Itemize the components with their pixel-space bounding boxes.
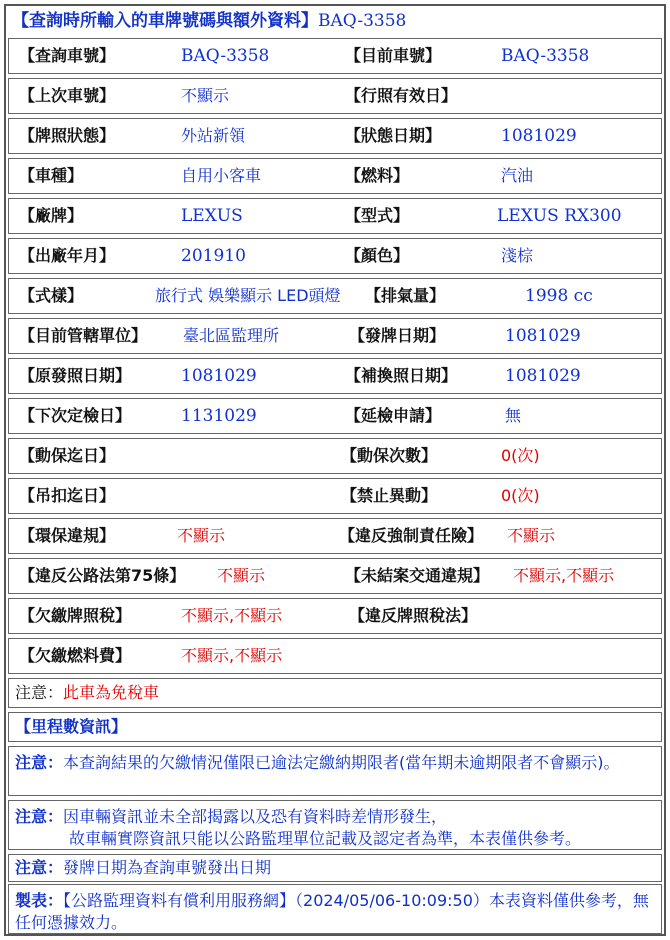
tax-notice-text: 此車為免稅車 bbox=[63, 683, 160, 702]
mileage-info-heading bbox=[8, 712, 662, 742]
row-environmental bbox=[8, 518, 662, 554]
label-reissue-license-date: 【補換照日期】 bbox=[345, 366, 458, 385]
label-transfer-prohibited: 【禁止異動】 bbox=[341, 486, 438, 505]
note-arrears-label: 注意： bbox=[15, 753, 64, 772]
note-arrears-text: 本查詢結果的欠繳情況僅限已逾法定繳納期限者(當年期未逾期限者不會顯示)。 bbox=[63, 753, 620, 772]
row-original-license-date bbox=[8, 358, 662, 394]
note-issue-date-text: 發牌日期為查詢車號發出日期 bbox=[63, 858, 272, 877]
row-next-inspection bbox=[8, 398, 662, 434]
row-manufacture-date bbox=[8, 238, 662, 274]
note-disclosure-label: 注意： bbox=[15, 807, 64, 826]
label-previous-plate: 【上次車號】 bbox=[19, 86, 116, 105]
value-body-style: 旅行式 娛樂顯示 LED頭燈 bbox=[155, 286, 341, 305]
label-body-style: 【式樣】 bbox=[19, 286, 84, 305]
label-jurisdiction: 【目前管轄單位】 bbox=[19, 326, 148, 345]
label-query-plate: 【查詢車號】 bbox=[19, 46, 116, 65]
row-previous-plate bbox=[8, 78, 662, 114]
label-displacement: 【排氣量】 bbox=[365, 286, 446, 305]
label-open-traffic-violations: 【未結案交通違規】 bbox=[345, 566, 490, 585]
value-unpaid-license-tax: 不顯示,不顯示 bbox=[181, 606, 283, 625]
row-plate-status bbox=[8, 118, 662, 154]
value-vehicle-type: 自用小客車 bbox=[181, 166, 262, 185]
report-title bbox=[6, 6, 664, 36]
row-license-tax bbox=[8, 598, 662, 634]
value-current-plate: BAQ-3358 bbox=[501, 46, 590, 66]
label-license-tax-violation: 【違反牌照稅法】 bbox=[349, 606, 478, 625]
value-next-inspection: 1131029 bbox=[181, 406, 257, 426]
label-brand: 【廠牌】 bbox=[19, 206, 84, 225]
label-license-valid-date: 【行照有效日】 bbox=[345, 86, 458, 105]
value-plate-status: 外站新領 bbox=[181, 126, 246, 145]
label-environmental-violation: 【環保違規】 bbox=[19, 526, 116, 545]
value-query-plate: BAQ-3358 bbox=[181, 46, 270, 66]
label-vehicle-type: 【車種】 bbox=[19, 166, 84, 185]
label-issue-date: 【發牌日期】 bbox=[349, 326, 446, 345]
value-compulsory-insurance: 不顯示 bbox=[507, 526, 556, 545]
row-jurisdiction bbox=[8, 318, 662, 354]
row-body-style bbox=[8, 278, 662, 314]
label-collateral-end-date: 【動保迄日】 bbox=[19, 446, 116, 465]
label-next-inspection: 【下次定檢日】 bbox=[19, 406, 132, 425]
label-unpaid-license-tax: 【欠繳牌照稅】 bbox=[19, 606, 132, 625]
label-color: 【顏色】 bbox=[345, 246, 410, 265]
row-fuel-fee bbox=[8, 638, 662, 674]
note-disclosure-line1: 因車輛資訊並未全部揭露以及恐有資料時差情形發生， bbox=[63, 807, 448, 826]
row-movable-collateral bbox=[8, 438, 662, 474]
mileage-label: 【里程數資訊】 bbox=[15, 717, 128, 736]
value-reissue-license-date: 1081029 bbox=[505, 366, 581, 386]
row-plate-number bbox=[8, 38, 662, 74]
value-fuel: 汽油 bbox=[501, 166, 534, 185]
value-highway-act-75: 不顯示 bbox=[217, 566, 266, 585]
row-vehicle-type bbox=[8, 158, 662, 194]
value-collateral-count: 0(次) bbox=[501, 446, 540, 465]
row-highway-act bbox=[8, 558, 662, 594]
label-current-plate: 【目前車號】 bbox=[345, 46, 442, 65]
label-manufacture-date: 【出廠年月】 bbox=[19, 246, 116, 265]
footer-label: 製表： bbox=[15, 891, 64, 910]
tax-exempt-notice bbox=[8, 678, 662, 708]
value-model: LEXUS RX300 bbox=[497, 206, 622, 226]
label-highway-act-75: 【違反公路法第75條】 bbox=[19, 566, 186, 585]
label-fuel: 【燃料】 bbox=[345, 166, 410, 185]
value-issue-date: 1081029 bbox=[505, 326, 581, 346]
report-footer bbox=[8, 884, 662, 934]
value-displacement: 1998 cc bbox=[525, 286, 593, 306]
label-status-date: 【狀態日期】 bbox=[345, 126, 442, 145]
title-label: 【查詢時所輸入的車牌號碼與額外資料】 bbox=[12, 11, 318, 31]
value-unpaid-fuel-fee: 不顯示,不顯示 bbox=[181, 646, 283, 665]
footer-text: 【公路監理資料有償利用服務網】（2024/05/06-10:09:50）本表資料僅供參考，無任何憑據效力。 bbox=[15, 891, 649, 932]
label-original-license-date: 【原發照日期】 bbox=[19, 366, 132, 385]
value-previous-plate: 不顯示 bbox=[181, 86, 230, 105]
label-compulsory-insurance: 【違反強制責任險】 bbox=[339, 526, 484, 545]
label-unpaid-fuel-fee: 【欠繳燃料費】 bbox=[19, 646, 132, 665]
value-brand: LEXUS bbox=[181, 206, 243, 226]
label-inspection-extension: 【延檢申請】 bbox=[345, 406, 442, 425]
row-suspension bbox=[8, 478, 662, 514]
value-jurisdiction: 臺北區監理所 bbox=[183, 326, 280, 345]
note-issue-date bbox=[8, 854, 662, 882]
value-manufacture-date: 201910 bbox=[181, 246, 246, 266]
value-original-license-date: 1081029 bbox=[181, 366, 257, 386]
title-plate: BAQ-3358 bbox=[318, 11, 407, 31]
tax-notice-label: 注意： bbox=[15, 683, 64, 702]
value-color: 淺棕 bbox=[501, 246, 534, 265]
note-issue-date-label: 注意： bbox=[15, 858, 64, 877]
note-disclosure-line2: 故車輛實際資訊只能以公路監理單位記載及認定者為準，本表僅供參考。 bbox=[69, 829, 582, 848]
value-environmental-violation: 不顯示 bbox=[177, 526, 226, 545]
row-brand bbox=[8, 198, 662, 234]
label-collateral-count: 【動保次數】 bbox=[341, 446, 438, 465]
label-model: 【型式】 bbox=[345, 206, 410, 225]
value-inspection-extension: 無 bbox=[505, 406, 522, 425]
label-plate-status: 【牌照狀態】 bbox=[19, 126, 116, 145]
note-arrears bbox=[8, 746, 662, 796]
note-disclosure bbox=[8, 800, 662, 850]
value-transfer-prohibited: 0(次) bbox=[501, 486, 540, 505]
value-status-date: 1081029 bbox=[501, 126, 577, 146]
value-open-traffic-violations: 不顯示,不顯示 bbox=[513, 566, 615, 585]
label-suspension-end-date: 【吊扣迄日】 bbox=[19, 486, 116, 505]
